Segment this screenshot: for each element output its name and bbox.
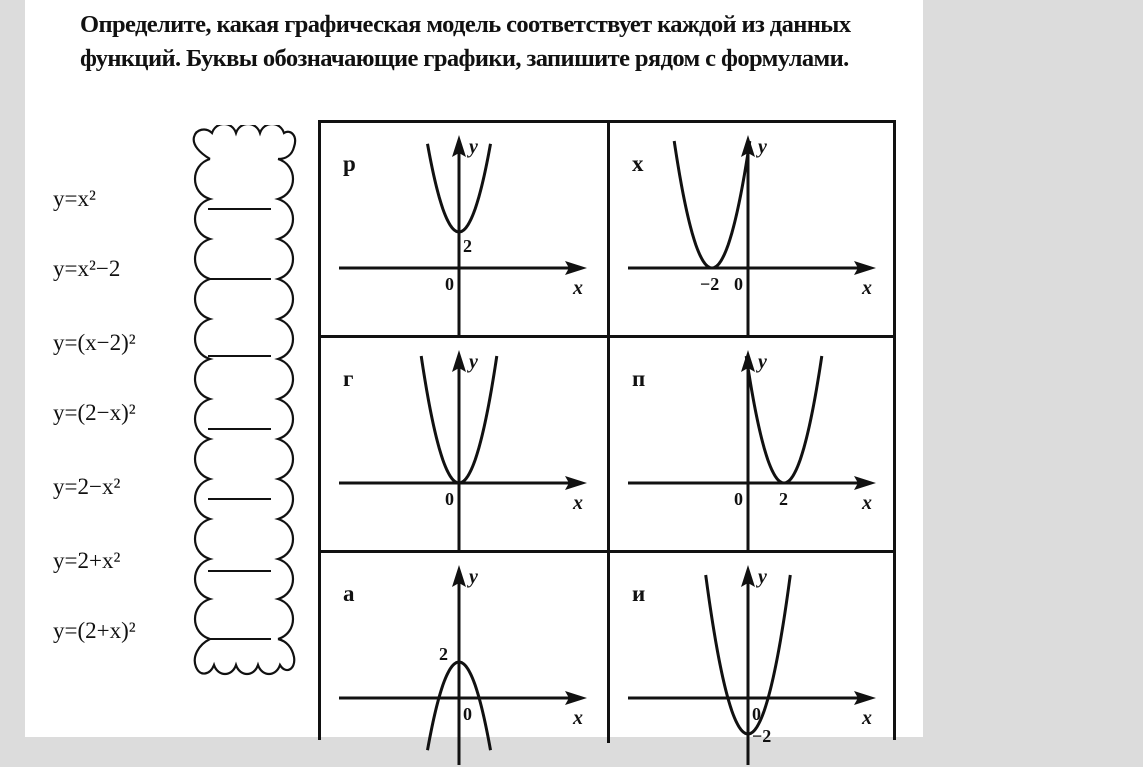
- tick-label: 2: [463, 236, 472, 256]
- x-axis-label: x: [862, 277, 872, 299]
- graph-grid: [318, 120, 896, 746]
- tick-label: 0: [734, 274, 743, 294]
- x-axis-label: x: [862, 492, 872, 514]
- formula-5: y=2−x²: [53, 474, 121, 499]
- tick-label: 0: [445, 274, 454, 294]
- formula-3: y=(x−2)²: [53, 330, 136, 355]
- x-axis-label: x: [573, 707, 583, 729]
- x-axis-label: x: [573, 277, 583, 299]
- tick-label: −2: [700, 274, 720, 294]
- y-axis-label: y: [758, 351, 767, 373]
- parabola-curve: [674, 141, 750, 268]
- tick-label: 0: [445, 489, 454, 509]
- formula-2: y=x²−2: [53, 256, 121, 281]
- y-axis-label: y: [758, 566, 767, 588]
- instruction-line-2: функций. Буквы обозначающие графики, запишите рядом с формулами.: [80, 45, 849, 72]
- graph-plot: [321, 553, 610, 767]
- tick-label: −2: [752, 726, 772, 746]
- graph-letter: и: [632, 581, 646, 606]
- tick-label: 0: [752, 704, 761, 724]
- parabola-curve: [746, 356, 822, 483]
- instruction-text: [80, 8, 920, 76]
- graph-plot: [610, 338, 899, 552]
- graph-cell-6: [610, 553, 899, 767]
- formula-7: y=(2+x)²: [53, 618, 136, 643]
- scalloped-frame: [180, 125, 300, 681]
- tick-label: 0: [734, 489, 743, 509]
- y-axis-label: y: [469, 351, 478, 373]
- worksheet: [25, 0, 923, 746]
- graph-cell-5: [321, 553, 610, 767]
- graph-letter: г: [343, 366, 354, 391]
- graph-cell-1: [321, 123, 610, 337]
- formula-4: y=(2−x)²: [53, 400, 136, 425]
- y-axis-label: y: [469, 566, 478, 588]
- graph-letter: р: [343, 151, 356, 176]
- graph-plot: [321, 338, 610, 552]
- graph-cell-2: [610, 123, 899, 337]
- graph-plot: [610, 553, 899, 767]
- graph-cell-3: [321, 338, 610, 552]
- graph-letter: а: [343, 581, 355, 606]
- tick-label: 0: [463, 704, 472, 724]
- formula-1: y=x²: [53, 186, 96, 211]
- graph-plot: [321, 123, 610, 337]
- tick-label: 2: [779, 489, 788, 509]
- x-axis-label: x: [862, 707, 872, 729]
- graph-cell-4: [610, 338, 899, 552]
- graph-letter: п: [632, 366, 646, 391]
- y-axis-label: y: [469, 136, 478, 158]
- graph-letter: х: [632, 151, 644, 176]
- graph-plot: [610, 123, 899, 337]
- y-axis-label: y: [758, 136, 767, 158]
- formula-6: y=2+x²: [53, 548, 121, 573]
- x-axis-label: x: [573, 492, 583, 514]
- instruction-line-1: Определите, какая графическая модель соответствует каждой из данных: [80, 11, 851, 38]
- tick-label: 2: [439, 644, 448, 664]
